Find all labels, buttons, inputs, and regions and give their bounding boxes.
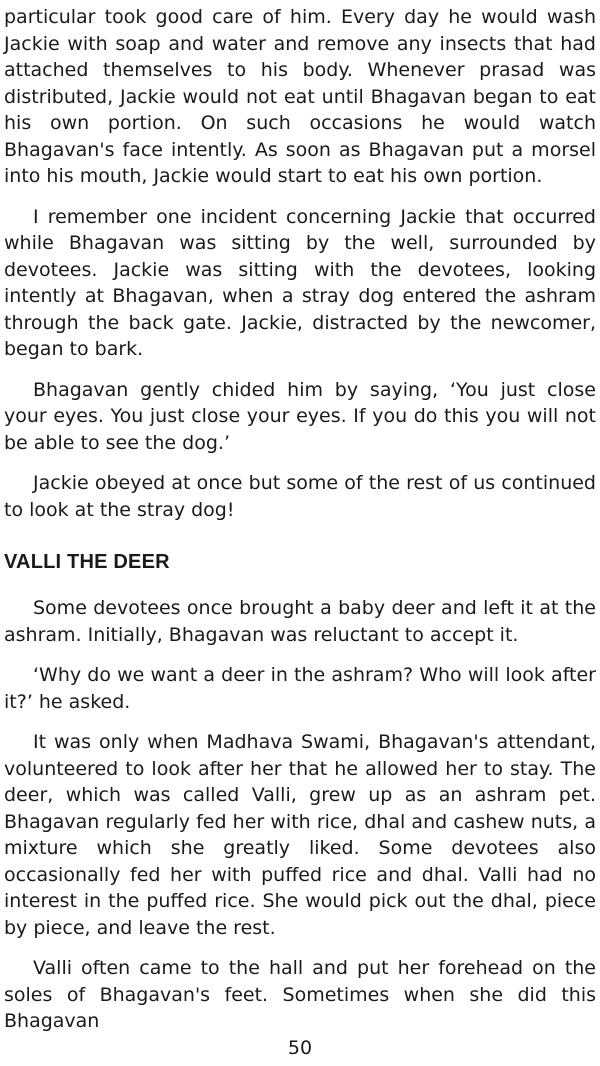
book-page — [4, 4, 596, 1064]
paragraph-jackie-obeys: Jackie obeyed at once but some of the rest of us continued to look at the stray dog! — [4, 472, 596, 521]
paragraph-madhava-swami: It was only when Madhava Swami, Bhagavan's attendant, volunteered to look after her that he allowed her to stay. The deer, which was called Valli, grew up as an ashram pet. Bhagavan regularly fed her with rice, dhal and cashew nuts, a mixture which she greatly liked. Some devotees also occasionally fed her with puffed rice and dhal. Valli had no interest in the puffed rice. She would pick out the dhal, piece by piece, and leave the rest. — [4, 731, 596, 939]
section-heading: VALLI THE DEER — [4, 551, 170, 573]
page-number: 50 — [287, 1037, 313, 1059]
paragraph-bhagavan-chides: Bhagavan gently chided him by saying, ‘You just close your eyes. You just close your eyes. If you do this you will not be able to see the dog.’ — [4, 378, 596, 454]
paragraph-baby-deer: Some devotees once brought a baby deer and left it at the ashram. Initially, Bhagavan was reluctant to accept it. — [4, 597, 596, 646]
paragraph-valli-hall: Valli often came to the hall and put her forehead on the soles of Bhagavan's feet. Sometimes when she did this Bhagavan — [4, 957, 596, 1032]
paragraph-jackie-care: particular took good care of him. Every day he would wash Jackie with soap and water and remove any insects that had attached themselves to his body. Whenever prasad was distributed, Jackie would not eat until Bhagavan began to eat his own portion. On such occasions he would watch Bhagavan's face intently. As soon as Bhagavan put a morsel into his mouth, Jackie would start to eat his own portion. — [4, 6, 596, 187]
paragraph-why-deer: ‘Why do we want a deer in the ashram? Who will look after it?’ he asked. — [4, 664, 596, 713]
paragraph-jackie-incident: I remember one incident concerning Jackie that occurred while Bhagavan was sitting by the well, surrounded by devotees. Jackie was sitting with the devotees, looking intently at Bhagavan, when a stray dog entered the ashram through the back gate. Jackie, distracted by the newcomer, began to bark. — [4, 205, 596, 360]
